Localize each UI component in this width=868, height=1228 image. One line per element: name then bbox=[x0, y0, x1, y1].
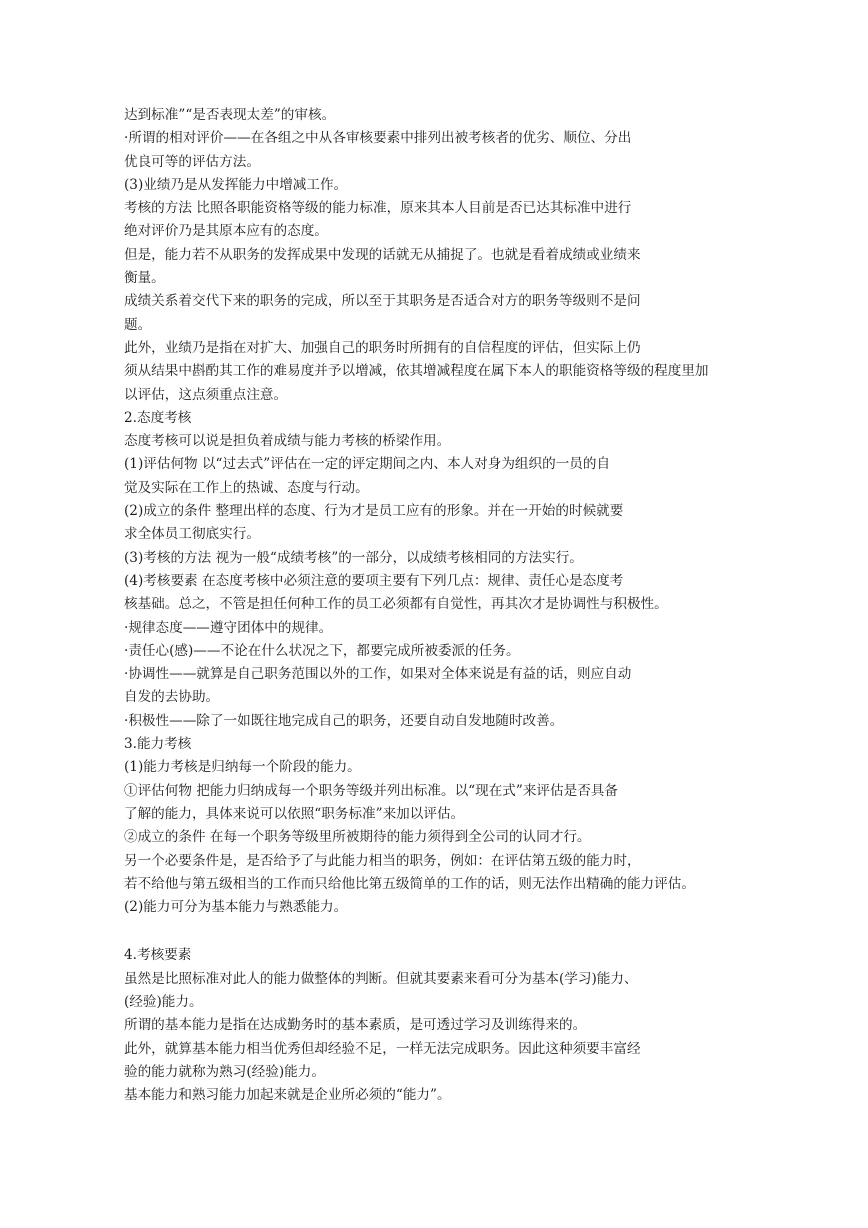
text-line: 另一个必要条件是，是否给予了与此能力相当的职务，例如：在评估第五级的能力时， bbox=[124, 852, 641, 869]
text-line: 4.考核要素 bbox=[124, 947, 192, 964]
text-line: ·积极性——除了一如既往地完成自己的职务，还要自动自发地随时改善。 bbox=[124, 712, 564, 729]
text-line: 所谓的基本能力是指在达成勤务时的基本素质，是可透过学习及训练得来的。 bbox=[124, 1017, 587, 1034]
text-line: 自发的去协助。 bbox=[124, 689, 220, 706]
text-line: 此外，业绩乃是指在对扩大、加强自己的职务时所拥有的自信程度的评估，但实际上仍 bbox=[124, 339, 641, 356]
text-line: (3)考核的方法 视为一般“成绩考核”的一部分，以成绩考核相同的方法实行。 bbox=[124, 549, 583, 566]
text-line: (2)成立的条件 整理出样的态度、行为才是员工应有的形象。并在一开始的时候就要 bbox=[124, 503, 624, 520]
text-line: 2.态度考核 bbox=[124, 409, 192, 426]
document-page bbox=[124, 104, 804, 1107]
text-line: 虽然是比照标准对此人的能力做整体的判断。但就其要素来看可分为基本(学习)能力、 bbox=[124, 970, 638, 987]
text-line: 优良可等的评估方法。 bbox=[124, 153, 260, 170]
text-line: 但是，能力若不从职务的发挥成果中发现的话就无从捕捉了。也就是看着成绩或业绩来 bbox=[124, 246, 641, 263]
text-line: ①评估何物 把能力归纳成每一个职务等级并列出标准。以“现在式”来评估是否具备 bbox=[124, 782, 618, 799]
text-line: 3.能力考核 bbox=[124, 736, 192, 753]
document-body-part2 bbox=[124, 944, 804, 1107]
text-line: 若不给他与第五级相当的工作而只给他比第五级简单的工作的话，则无法作出精确的能力评估。 bbox=[124, 875, 695, 892]
text-line: 基本能力和熟习能力加起来就是企业所必须的“能力”。 bbox=[124, 1087, 451, 1104]
text-line: 以评估，这点须重点注意。 bbox=[124, 386, 288, 403]
text-line: (1)评估何物 以“过去式”评估在一定的评定期间之内、本人对身为组织的一员的自 bbox=[124, 456, 611, 473]
text-line: (4)考核要素 在态度考核中必须注意的要项主要有下列几点：规律、责任心是态度考 bbox=[124, 572, 624, 589]
text-line: 衡量。 bbox=[124, 270, 165, 287]
text-line: 觉及实际在工作上的热诚、态度与行动。 bbox=[124, 479, 369, 496]
text-line: (经验)能力。 bbox=[124, 993, 203, 1010]
text-line: 求全体员工彻底实行。 bbox=[124, 526, 260, 543]
text-line: (2)能力可分为基本能力与熟悉能力。 bbox=[124, 899, 348, 916]
text-line: ·协调性——就算是自己职务范围以外的工作，如果对全体来说是有益的话，则应自动 bbox=[124, 666, 632, 683]
text-line: 题。 bbox=[124, 316, 152, 333]
text-line: 核基础。总之，不管是担任何种工作的员工必须都有自觉性，再其次才是协调性与积极性。 bbox=[124, 596, 668, 613]
text-line: 达到标准”“是否表现太差”的审核。 bbox=[124, 107, 336, 123]
text-line: 了解的能力，具体来说可以依照“职务标准”来加以评估。 bbox=[124, 805, 465, 822]
text-line: 态度考核可以说是担负着成绩与能力考核的桥梁作用。 bbox=[124, 433, 451, 450]
paragraph-gap bbox=[124, 919, 804, 944]
text-line: 成绩关系着交代下来的职务的完成，所以至于其职务是否适合对方的职务等级则不是问 bbox=[124, 293, 641, 310]
text-line: 考核的方法 比照各职能资格等级的能力标准，原来其本人目前是否已达其标准中进行 bbox=[124, 200, 632, 217]
text-line: (1)能力考核是归纳每一个阶段的能力。 bbox=[124, 759, 361, 776]
text-line: 绝对评价乃是其原本应有的态度。 bbox=[124, 223, 328, 240]
text-line: ·规律态度——遵守团体中的规律。 bbox=[124, 619, 333, 636]
text-line: ·责任心(感)——不论在什么状况之下，都要完成所被委派的任务。 bbox=[124, 642, 520, 659]
text-line: (3)业绩乃是从发挥能力中增减工作。 bbox=[124, 176, 348, 193]
document-body-part1 bbox=[124, 104, 804, 919]
text-line: ·所谓的相对评价——在各组之中从各审核要素中排列出被考核者的优劣、顺位、分出 bbox=[124, 130, 632, 147]
text-line: 须从结果中斟酌其工作的难易度并予以增减，依其增减程度在属下本人的职能资格等级的程度里加 bbox=[124, 363, 709, 380]
text-line: 此外，就算基本能力相当优秀但却经验不足，一样无法完成职务。因此这种须要丰富经 bbox=[124, 1040, 641, 1057]
text-line: 验的能力就称为熟习(经验)能力。 bbox=[124, 1063, 325, 1080]
text-line: ②成立的条件 在每一个职务等级里所被期待的能力须得到全公司的认同才行。 bbox=[124, 829, 591, 846]
